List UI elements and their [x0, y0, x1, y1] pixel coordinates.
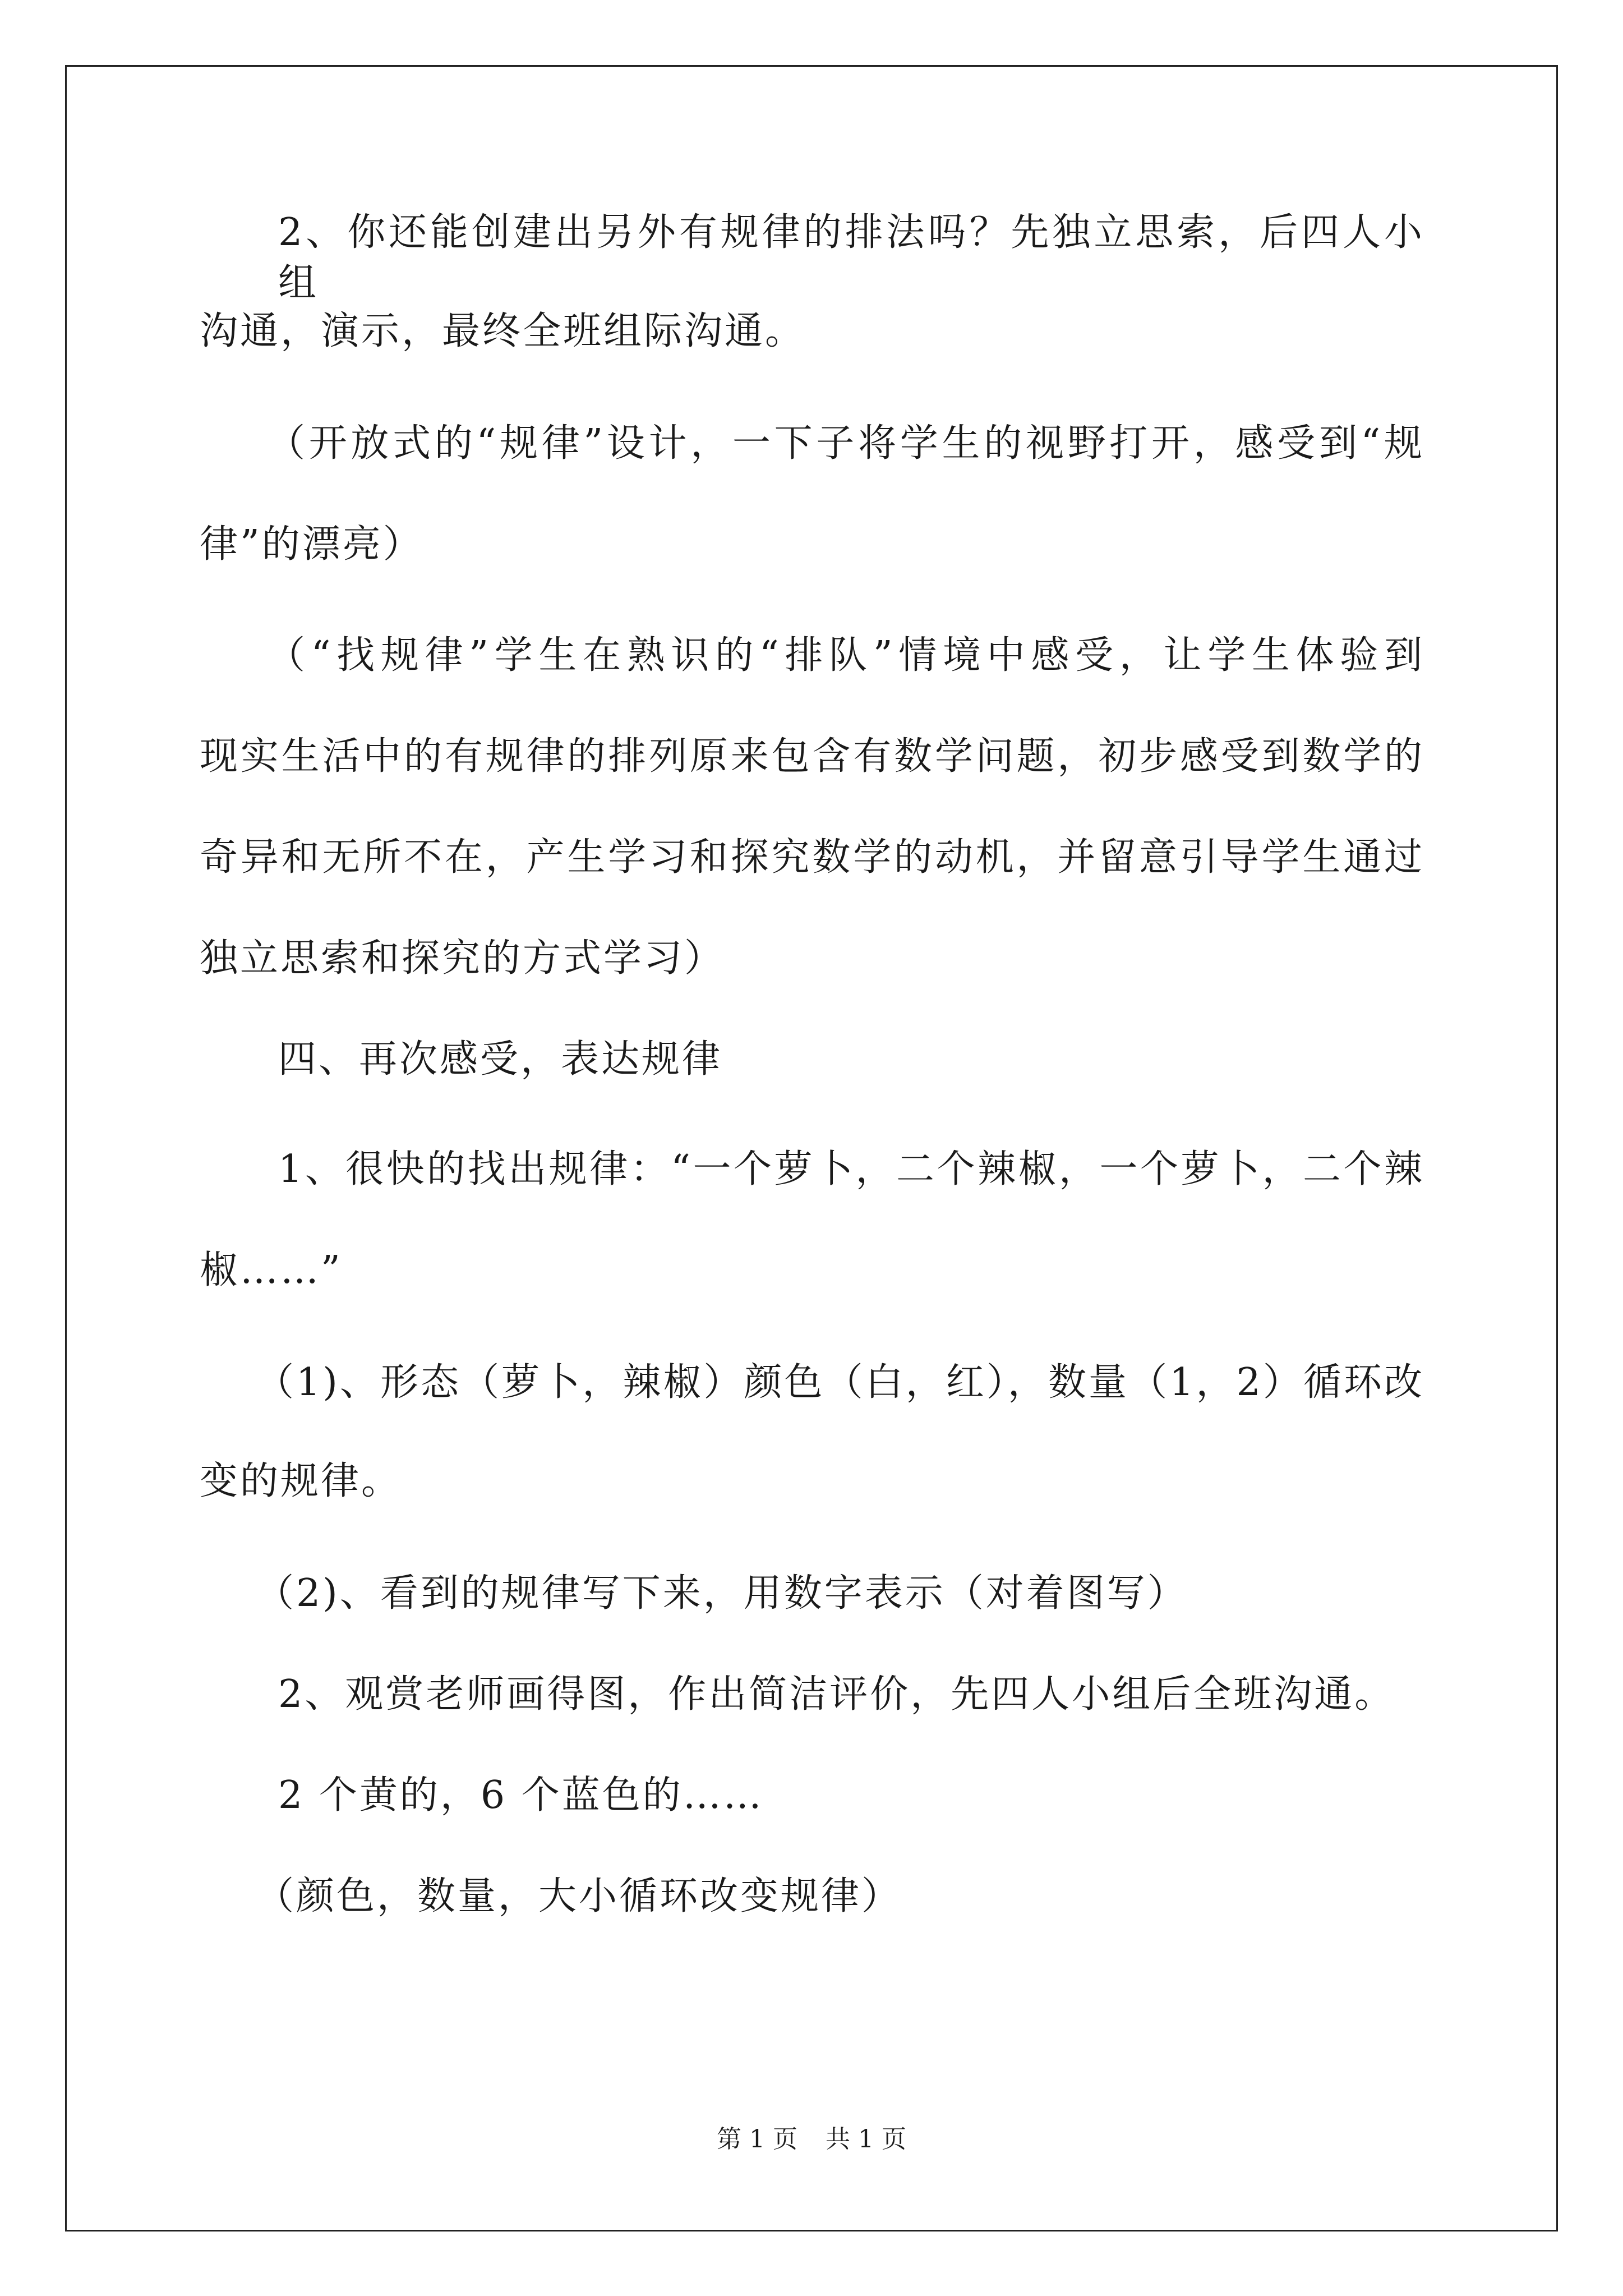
- paragraph-line: 奇异和无所不在，产生学习和探究数学的动机，并留意引导学生通过: [200, 835, 1424, 880]
- section-heading: 四、再次感受，表达规律: [278, 1037, 723, 1082]
- paragraph-line: 2、你还能创建出另外有规律的排法吗？先独立思索，后四人小组: [278, 210, 1424, 305]
- paragraph-line: （开放式的“规律”设计，一下子将学生的视野打开，感受到“规: [267, 421, 1424, 466]
- page-footer: [0, 2123, 1623, 2156]
- paragraph-line: 变的规律。: [200, 1459, 402, 1503]
- paragraph-line: 2、观赏老师画得图，作出简洁评价，先四人小组后全班沟通。: [278, 1672, 1395, 1717]
- paragraph-line: 独立思索和探究的方式学习）: [200, 936, 725, 981]
- paragraph-line: 椒……”: [200, 1248, 343, 1292]
- paragraph-line: 1、很快的找出规律：“一个萝卜，二个辣椒，一个萝卜，二个辣: [278, 1147, 1424, 1191]
- paragraph-line: 2 个黄的，6 个蓝色的……: [278, 1773, 764, 1818]
- paragraph-line: （“找规律”学生在熟识的“排队”情境中感受，让学生体验到: [267, 633, 1424, 678]
- paragraph-line: 现实生活中的有规律的排列原来包含有数学问题，初步感受到数学的: [200, 734, 1424, 779]
- page-number-total: 共 1 页: [826, 2125, 906, 2154]
- paragraph-line: （颜色，数量，大小循环改变规律）: [256, 1874, 902, 1918]
- paragraph-line: 律”的漂亮）: [200, 522, 423, 567]
- paragraph-line: （2)、看到的规律写下来，用数字表示（对着图写）: [256, 1571, 1188, 1616]
- paragraph-line: （1)、形态（萝卜，辣椒）颜色（白，红），数量（1，2）循环改: [256, 1360, 1424, 1405]
- paragraph-line: 沟通，演示，最终全班组际沟通。: [200, 309, 806, 353]
- page-number-current: 第 1 页: [717, 2125, 797, 2154]
